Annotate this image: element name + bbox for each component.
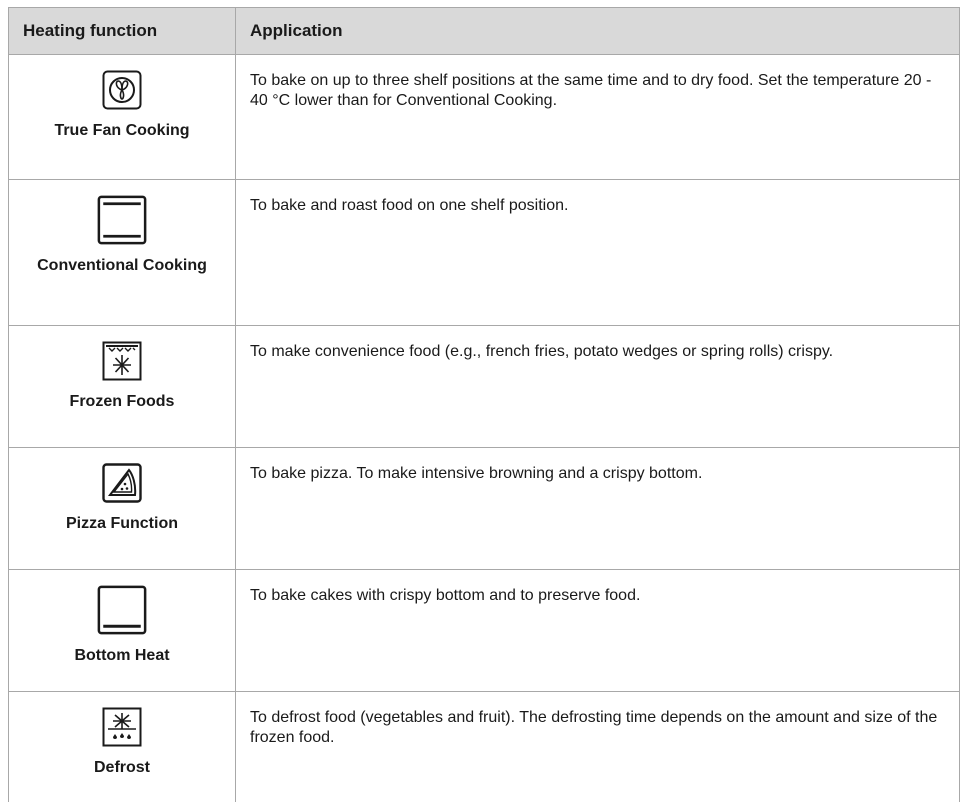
- table-row: [8, 448, 960, 570]
- function-cell: [9, 326, 236, 447]
- header-heating-function: Heating function: [9, 8, 236, 54]
- table-row: [8, 55, 960, 180]
- pizza-icon: [102, 463, 142, 503]
- table-header: [8, 7, 960, 55]
- function-name: Pizza Function: [66, 515, 178, 532]
- application-text: To bake and roast food on one shelf position.: [250, 197, 569, 214]
- application-text: To make convenience food (e.g., french fries, potato wedges or spring rolls) crispy.: [250, 343, 834, 360]
- function-cell: [9, 180, 236, 325]
- application-text: To bake pizza. To make intensive browning and a crispy bottom.: [250, 465, 703, 482]
- function-name: Frozen Foods: [69, 393, 175, 410]
- header-application: Application: [250, 21, 343, 40]
- function-cell: [9, 55, 236, 179]
- frozen-foods-icon: [102, 341, 142, 381]
- table-row: [8, 570, 960, 692]
- table-row: [8, 326, 960, 448]
- function-cell: [9, 570, 236, 691]
- application-text: To bake on up to three shelf positions at the same time and to dry food. Set the temperature 20 - 40 °C lower than for Conventional Cooking.: [250, 72, 932, 109]
- bottom-heat-icon: [94, 585, 150, 635]
- table-row: [8, 692, 960, 802]
- function-name: True Fan Cooking: [54, 122, 190, 139]
- table-row: [8, 180, 960, 326]
- defrost-icon: [102, 707, 142, 747]
- application-text: To bake cakes with crispy bottom and to preserve food.: [250, 587, 641, 604]
- application-text: To defrost food (vegetables and fruit). The defrosting time depends on the amount and size of the frozen food.: [250, 709, 938, 746]
- top-bottom-heat-icon: [92, 195, 152, 245]
- fan-icon: [102, 70, 142, 110]
- function-name: Bottom Heat: [74, 647, 170, 664]
- function-cell: [9, 692, 236, 802]
- function-name: Defrost: [93, 759, 150, 776]
- function-name: Conventional Cooking: [37, 257, 207, 274]
- function-cell: [9, 448, 236, 569]
- heating-functions-table: [8, 7, 960, 802]
